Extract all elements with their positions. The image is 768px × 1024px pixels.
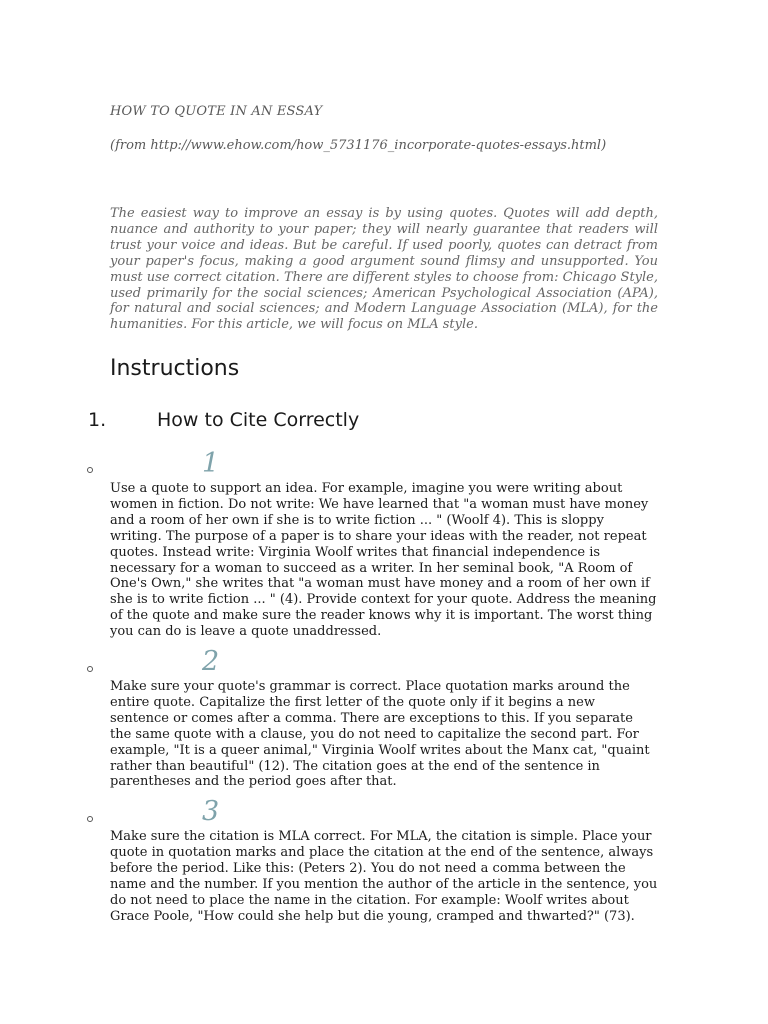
step-text: Make sure the citation is MLA correct. For MLA, the citation is simple. Place your quote in quotation marks and place the citation at the end of the sentence, always before the period. Like this: (Peters 2). You do not need a comma between the name and the number. If you mention the author of the article in the sentence, you do not need to place the name in the citation. For example: Woolf writes about Grace Poole, "How could she help but die young, cramped and thwarted?" (73).: [110, 829, 658, 924]
step-number: 2: [202, 646, 220, 677]
list-bullet-icon: [87, 666, 93, 672]
step-number: 3: [202, 796, 220, 827]
source-citation: (from http://www.ehow.com/how_5731176_incorporate-quotes-essays.html): [110, 138, 607, 153]
step-number: 1: [202, 448, 220, 479]
document-title: HOW TO QUOTE IN AN ESSAY: [110, 104, 323, 119]
instructions-heading: Instructions: [110, 356, 240, 381]
intro-paragraph: The easiest way to improve an essay is by using quotes. Quotes will add depth, nuance and authority to your paper; they will nearly guarantee that readers will trust your voice and ideas. But be careful. If used poorly, quotes can detract from your paper's focus, making a good argument sound flimsy and unsupported. You must use correct citation. There are different styles to choose from: Chicago Style, used primarily for the social sciences; American Psychological Association (APA), for natural and social sciences; and Modern Language Association (MLA), for the humanities. For this article, we will focus on MLA style.: [110, 206, 658, 333]
list-bullet-icon: [87, 467, 93, 473]
step-text: Make sure your quote's grammar is correct. Place quotation marks around the entire quote. Capitalize the first letter of the quote only if it begins a new sentence or comes after a comma. There are exceptions to this. If you separate the same quote with a clause, you do not need to capitalize the second part. For example, "It is a queer animal," Virginia Woolf writes about the Manx cat, "quaint rather than beautiful" (12). The citation goes at the end of the sentence in parentheses and the period goes after that.: [110, 679, 650, 790]
step-text: Use a quote to support an idea. For example, imagine you were writing about women in fiction. Do not write: We have learned that "a woman must have money and a room of her own if she is to write fiction ... " (Woolf 4). This is sloppy writing. The purpose of a paper is to share your ideas with the reader, not repeat quotes. Instead write: Virginia Woolf writes that financial independence is necessary for a woman to succeed as a writer. In her seminal book, "A Room of One's Own," she writes that "a woman must have money and a room of her own if she is to write fiction ... " (4). Provide context for your quote. Address the meaning of the quote and make sure the reader knows why it is important. The worst thing you can do is leave a quote unaddressed.: [110, 481, 657, 640]
list-bullet-icon: [87, 816, 93, 822]
section-number: 1.: [88, 409, 107, 431]
section-title: How to Cite Correctly: [157, 409, 360, 431]
